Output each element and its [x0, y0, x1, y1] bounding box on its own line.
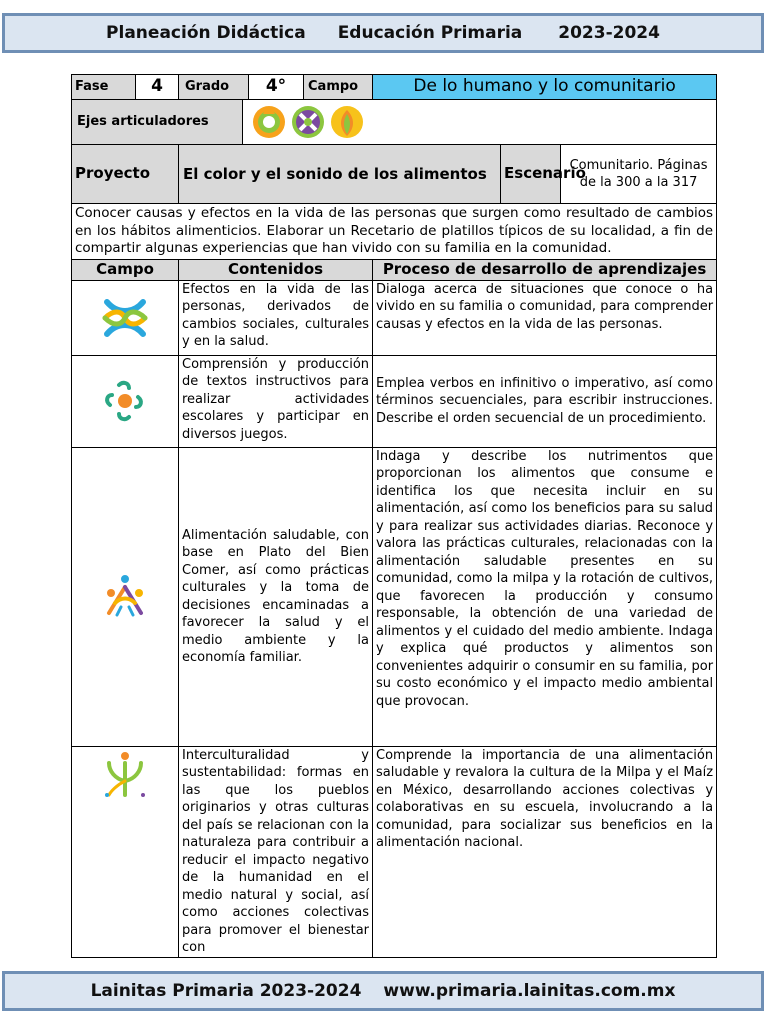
campo-saberes-pensamiento-cientifico-icon [101, 573, 149, 621]
campo-label: Campo [304, 75, 373, 100]
contenido-cell: Interculturalidad y sustentabilidad: formas en las que los pueblos originarios y otras culturas del país se relacionan con la naturaleza para contribuir a reducir el impacto negativo de la humanidad en el medio natural y social, así como acciones colectivas para promover el bienestar con [179, 746, 373, 957]
proceso-cell: Indaga y describe los nutrimentos que proporcionan los alimentos que consume e identifica los que necesita incluir en su alimentación, así como los beneficios para su salud y para realizar sus actividades diarias. Reconoce y valora las prácticas culturales, relacionadas con la alimentación saludable presentes en su comunidad, como la milpa y la rotación de cultivos, que favorecen la producción y consumo responsable, la obtención de una variedad de alimentos y el cuidado del medio ambiente. Indaga y explica qué productos y alimentos son convenientes adquirir o consumir en su familia, por su costo económico y el impacto medio ambiental que provocan. [373, 447, 717, 746]
table-row [72, 746, 717, 957]
campo-cell [72, 746, 179, 957]
eje-inclusion-icon [251, 104, 287, 140]
campo-cell [72, 280, 179, 355]
fase-value: 4 [136, 75, 179, 100]
campo-etica-naturaleza-sociedades-icon [101, 751, 149, 799]
grado-label: Grado [179, 75, 249, 100]
header-year: 2023-2024 [558, 23, 660, 43]
proceso-cell: Emplea verbos en infinitivo o imperativo, así como términos secuenciales, para escribir instrucciones. Describe el orden secuencial de un procedimiento. [373, 355, 717, 447]
table-row [72, 447, 717, 746]
campo-humano-comunitario-icon [99, 292, 151, 344]
escenario-label: Escenario [501, 145, 561, 204]
footer-brand: Lainitas Primaria 2023-2024 [90, 981, 362, 1001]
proceso-cell: Comprende la importancia de una alimentación saludable y revalora la cultura de la Milpa y el Maíz en México, desarrollando acciones colectivas y colaborativas en su escuela, involucrando a la comunidad, para socializar sus beneficios en la alimentación nacional. [373, 746, 717, 957]
info-row-1 [72, 75, 717, 100]
header-banner [2, 13, 764, 53]
header-level: Educación Primaria [337, 23, 523, 43]
fase-label: Fase [72, 75, 136, 100]
campo-cell [72, 355, 179, 447]
contenido-cell: Comprensión y producción de textos instructivos para realizar actividades escolares y participar en diversos juegos. [179, 355, 373, 447]
description-row [72, 204, 717, 260]
proyecto-label: Proyecto [72, 145, 179, 204]
table-row [72, 355, 717, 447]
campo-cell [72, 447, 179, 746]
column-header-row [72, 259, 717, 280]
proceso-cell: Dialoga acerca de situaciones que conoce o ha vivido en su familia o comunidad, para comprender causas y efectos en la vida de las personas. [373, 280, 717, 355]
table-row [72, 280, 717, 355]
escenario-value: Comunitario. Páginas de la 300 a la 317 [561, 145, 717, 204]
info-row-2 [72, 100, 717, 145]
col-header-contenidos: Contenidos [179, 259, 373, 280]
eje-pensamiento-critico-icon [290, 104, 326, 140]
eje-interculturalidad-icon [329, 104, 365, 140]
campo-value: De lo humano y lo comunitario [373, 75, 717, 100]
ejes-label: Ejes articuladores [72, 100, 243, 144]
description-text: Conocer causas y efectos en la vida de las personas que surgen como resultado de cambios en los hábitos alimenticios. Elaborar un Recetario de platillos típicos de su localidad, a fin de compartir algunas experiencias que han vivido con su familia en la comunidad. [72, 204, 717, 260]
contenido-cell: Alimentación saludable, con base en Plato del Bien Comer, así como prácticas culturales y la toma de decisiones encaminadas a favorecer la salud y el medio ambiente y la economía familiar. [179, 447, 373, 746]
ejes-icons [251, 104, 365, 140]
footer-banner [2, 971, 764, 1011]
header-title: Planeación Didáctica [106, 23, 306, 43]
planeacion-table [71, 74, 717, 958]
col-header-campo: Campo [72, 259, 179, 280]
ejes-row [72, 100, 717, 145]
info-row-3 [72, 145, 717, 204]
contenido-cell: Efectos en la vida de las personas, derivados de cambios sociales, culturales y en la salud. [179, 280, 373, 355]
proyecto-value: El color y el sonido de los alimentos [179, 145, 501, 204]
grado-value: 4° [249, 75, 304, 100]
col-header-proceso: Proceso de desarrollo de aprendizajes [373, 259, 717, 280]
campo-lenguajes-icon [103, 379, 147, 423]
footer-url[interactable]: www.primaria.lainitas.com.mx [383, 981, 676, 1001]
